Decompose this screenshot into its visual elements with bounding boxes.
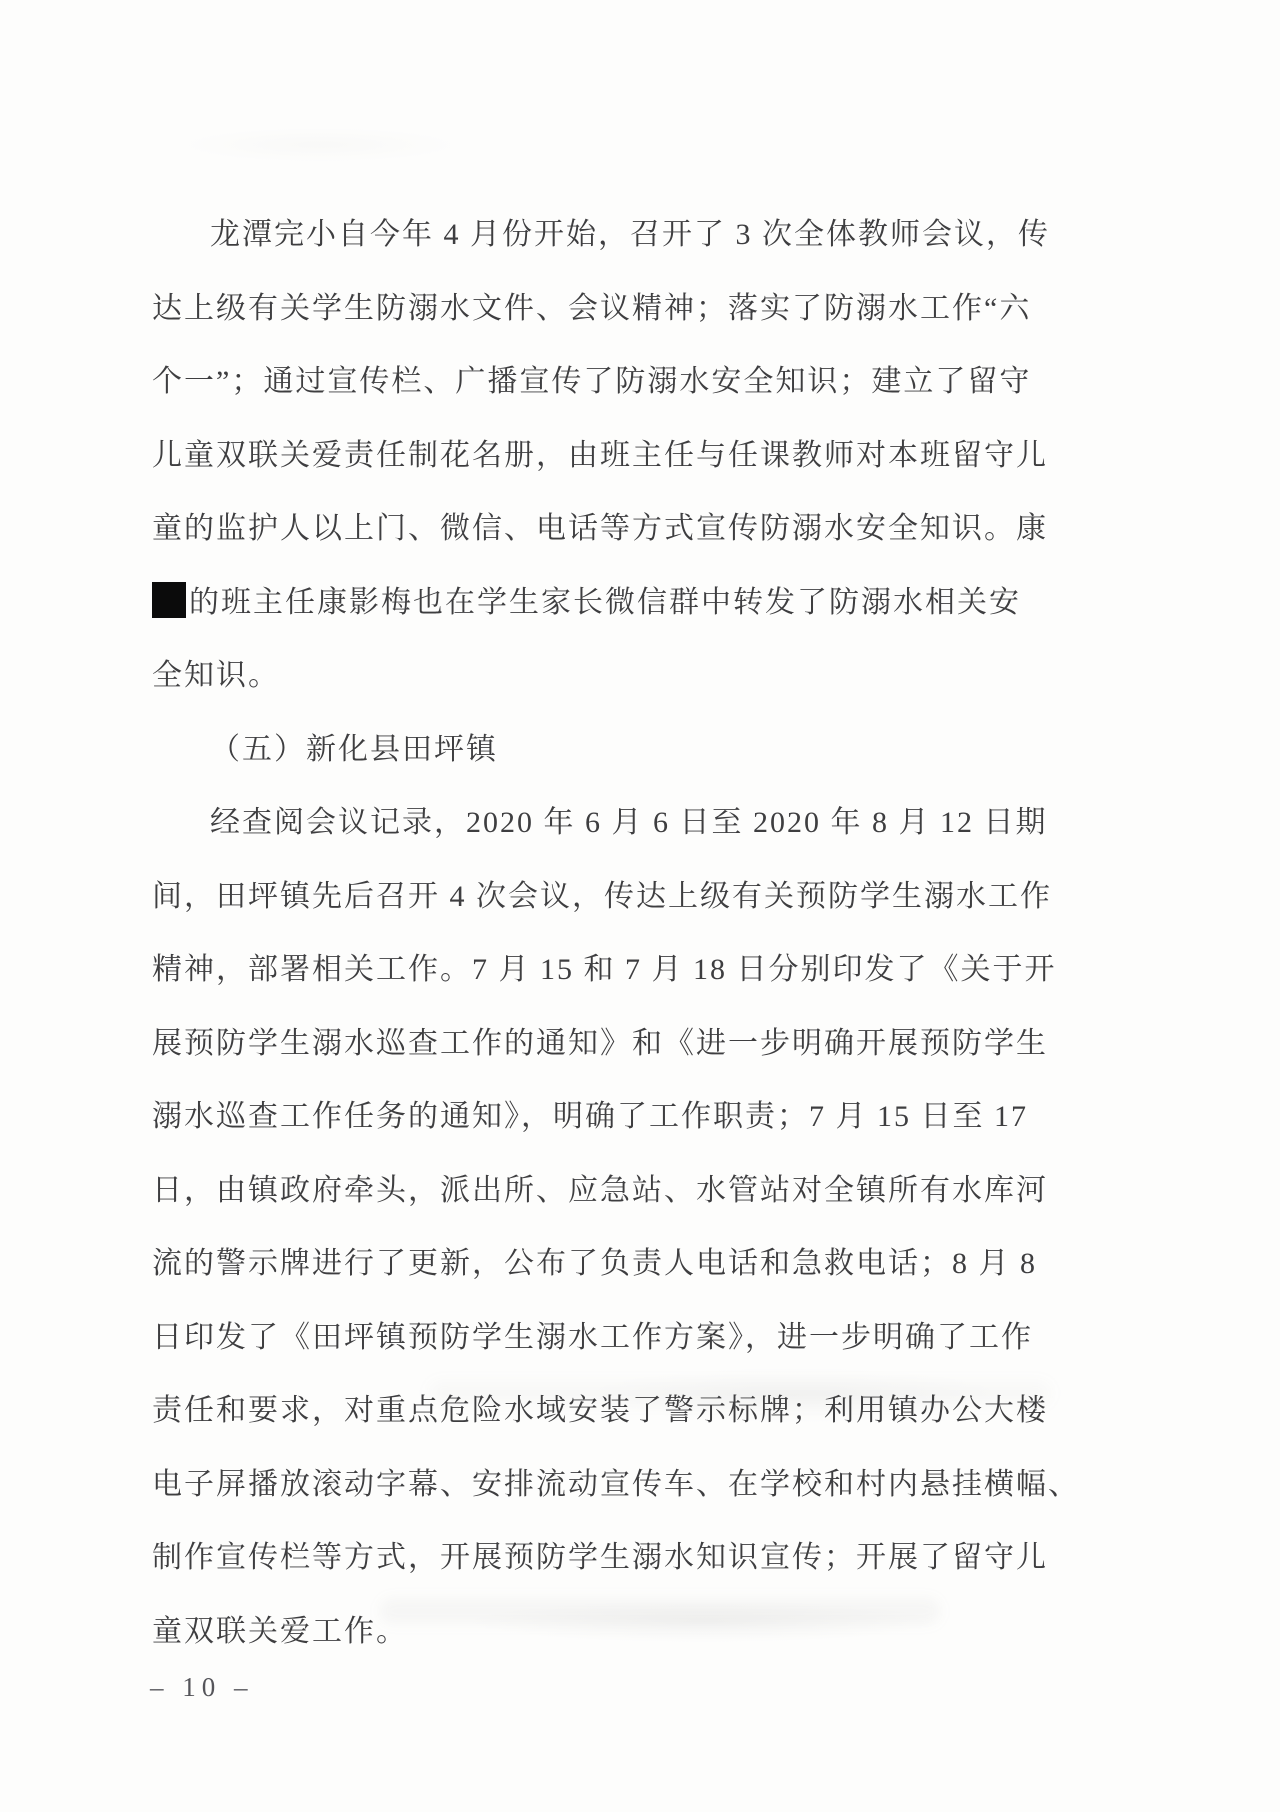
text-line: 间，田坪镇先后召开 4 次会议，传达上级有关预防学生溺水工作 [152, 879, 1052, 913]
section-heading: （五）新化县田坪镇 [210, 732, 498, 766]
text-line: 日印发了《田坪镇预防学生溺水工作方案》，进一步明确了工作 [152, 1320, 1033, 1354]
text-line: 全知识。 [152, 659, 280, 692]
text-line: 责任和要求，对重点危险水域安装了警示标牌；利用镇办公大楼 [152, 1394, 1048, 1427]
page-number: – 10 – [150, 1672, 254, 1702]
text-line: 流的警示牌进行了更新，公布了负责人电话和急救电话；8 月 8 [152, 1247, 1037, 1280]
text-line: 日，由镇政府牵头，派出所、应急站、水管站对全镇所有水库河 [152, 1173, 1048, 1207]
text-line: 儿童双联关爱责任制花名册，由班主任与任课教师对本班留守儿 [152, 438, 1048, 472]
text-line: 龙潭完小自今年 4 月份开始，召开了 3 次全体教师会议，传 [210, 218, 1050, 251]
text-line: 溺水巡查工作任务的通知》，明确了工作职责；7 月 15 日至 17 [152, 1100, 1028, 1133]
text-line: 精神，部署相关工作。7 月 15 和 7 月 18 日分别印发了《关于开 [152, 953, 1057, 986]
text-line: 经查阅会议记录，2020 年 6 月 6 日至 2020 年 8 月 12 日期 [210, 806, 1048, 839]
text-line: 个一”；通过宣传栏、广播宣传了防溺水安全知识；建立了留守 [152, 365, 1032, 398]
text-line: 童的监护人以上门、微信、电话等方式宣传防溺水安全知识。康 [152, 512, 1048, 545]
text-line-redacted [152, 566, 1020, 640]
text-line: 达上级有关学生防溺水文件、会议精神；落实了防溺水工作“六 [152, 291, 1032, 325]
document-body [152, 198, 1080, 1668]
text-line: 童双联关爱工作。 [152, 1614, 408, 1648]
text-line: 制作宣传栏等方式，开展预防学生溺水知识宣传；开展了留守儿 [152, 1541, 1048, 1574]
text-line: 展预防学生溺水巡查工作的通知》和《进一步明确开展预防学生 [152, 1026, 1048, 1060]
text-line: 的班主任康影梅也在学生家长微信群中转发了防溺水相关安 [189, 585, 1021, 619]
text-line: 电子屏播放滚动字幕、安排流动宣传车、在学校和村内悬挂横幅、 [152, 1467, 1080, 1501]
redaction-box [152, 582, 186, 618]
